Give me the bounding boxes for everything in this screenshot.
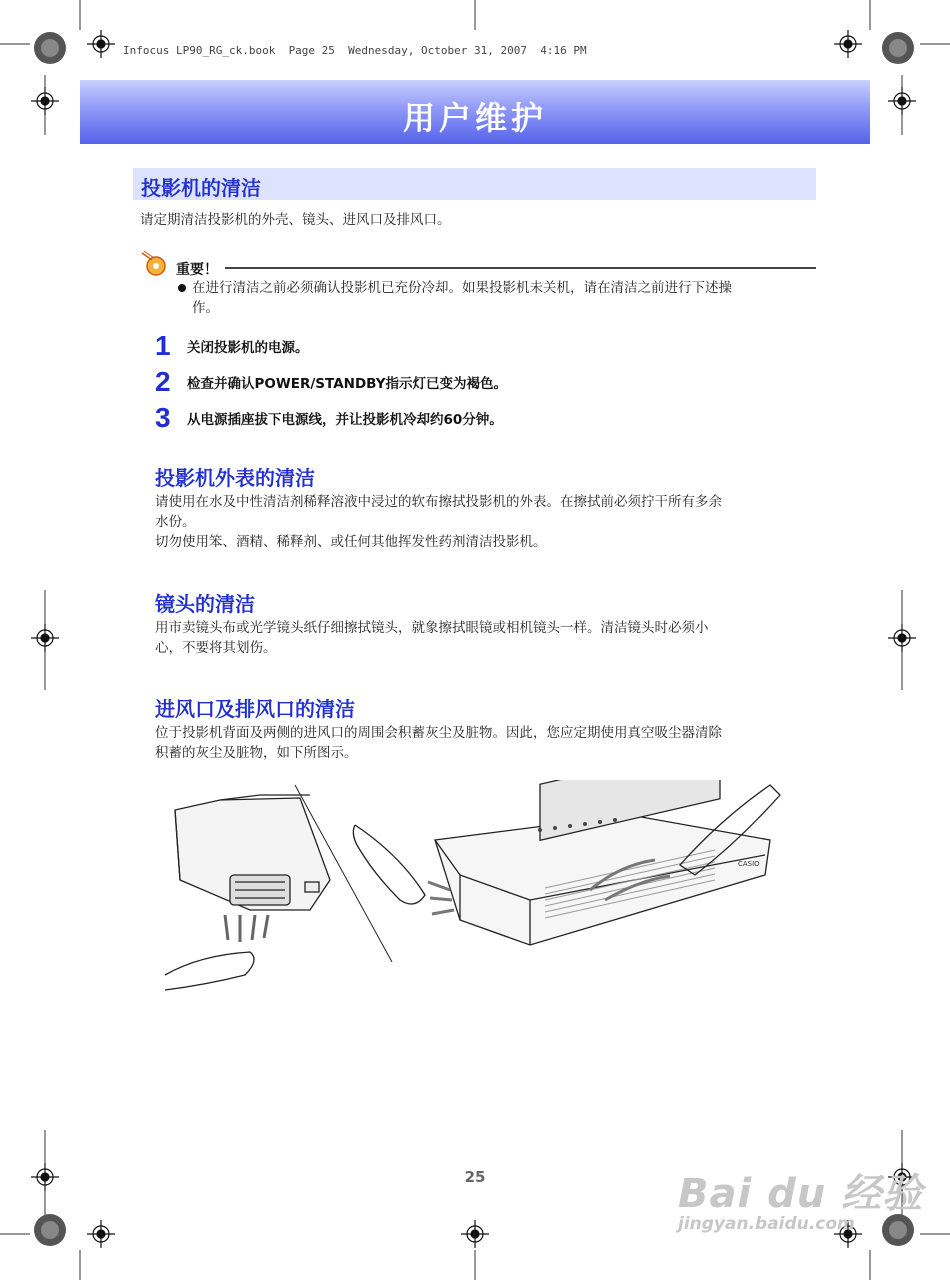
important-label: 重要！: [176, 262, 218, 278]
page-number: 25: [464, 1168, 486, 1186]
brand-label: CASIO: [738, 860, 760, 868]
vacuum-cleaning-illustration: [160, 780, 790, 1000]
chapter-banner: [80, 80, 870, 144]
step-number: 1: [155, 330, 171, 361]
bullet-dot: [178, 284, 186, 292]
subsection-text: 心，不要将其划伤。: [155, 640, 277, 656]
important-rule: [225, 267, 816, 269]
subsection-title: 镜头的清洁: [155, 592, 255, 616]
important-icon: [140, 250, 174, 278]
step-number: 3: [155, 402, 171, 433]
subsection-text: 切勿使用笨、酒精、稀释剂、或任何其他挥发性药剂清洁投影机。: [155, 534, 547, 550]
book-metadata: Infocus LP90_RG_ck.book Page 25 Wednesday, October 31, 2007 4:16 PM: [123, 44, 587, 57]
step-text: 检查并确认POWER/STANDBY指示灯已变为褐色。: [187, 376, 507, 392]
section-header: [133, 168, 816, 200]
watermark-logo: Bai du 经验: [678, 1171, 924, 1217]
step-text: 关闭投影机的电源。: [187, 340, 309, 356]
watermark-url: jingyan.baidu.com: [678, 1214, 855, 1234]
section-title: 投影机的清洁: [141, 176, 261, 200]
step-text: 从电源插座拔下电源线，并让投影机冷却约60分钟。: [187, 412, 503, 428]
important-item-line2: 作。: [192, 300, 219, 316]
subsection-text: 积蓄的灰尘及脏物，如下所图示。: [155, 745, 358, 761]
subsection-title: 投影机外表的清洁: [155, 466, 315, 490]
step-number: 2: [155, 366, 171, 397]
subsection-text: 位于投影机背面及两侧的进风口的周围会积蓄灰尘及脏物。因此，您应定期使用真空吸尘器清除: [155, 725, 722, 741]
section-intro: 请定期清洁投影机的外壳、镜头、进风口及排风口。: [140, 212, 451, 228]
subsection-text: 水份。: [155, 514, 196, 530]
chapter-title: 用户维护: [402, 99, 547, 137]
subsection-title: 进风口及排风口的清洁: [155, 697, 355, 721]
subsection-text: 请使用在水及中性清洁剂稀释溶液中浸过的软布擦拭投影机的外表。在擦拭前必须拧干所有多余: [155, 494, 722, 510]
subsection-text: 用市卖镜头布或光学镜头纸仔细擦拭镜头，就象擦拭眼镜或相机镜头一样。清洁镜头时必须小: [155, 620, 709, 636]
important-item-line1: 在进行清洁之前必须确认投影机已充份冷却。如果投影机未关机，请在清洁之前进行下述操: [192, 280, 732, 296]
